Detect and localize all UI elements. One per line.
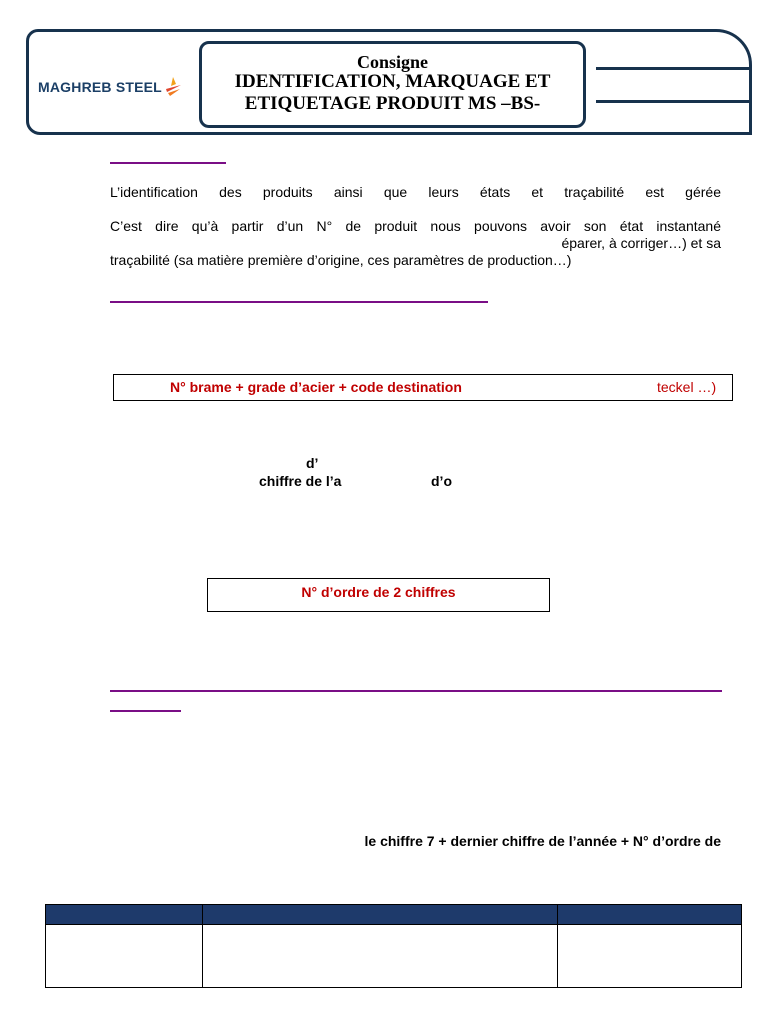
- table-column-divider: [202, 905, 203, 987]
- text-fragment: d’: [306, 455, 319, 471]
- paragraph-line-3: traçabilité (sa matière première d’origine, ces paramètres de production…): [110, 252, 572, 268]
- data-table: [45, 904, 742, 988]
- section-heading-rule: [110, 301, 488, 303]
- text-fragment: d’o: [431, 473, 452, 489]
- company-logo: [38, 72, 182, 102]
- section-heading-rule: [110, 162, 226, 164]
- section-heading-rule: [110, 710, 181, 712]
- table-header-row: [46, 905, 741, 924]
- document-title-box: [199, 41, 586, 128]
- composition-note: teckel …): [657, 379, 717, 395]
- table-column-divider: [557, 905, 558, 987]
- paragraph-line-2: éparer, à corriger…) et sa: [561, 235, 721, 251]
- logo-text: MAGHREB STEEL: [38, 79, 162, 95]
- header-field-line-2: [596, 100, 752, 103]
- flame-mark-icon: [164, 76, 182, 98]
- document-title-line1: IDENTIFICATION, MARQUAGE ET: [234, 71, 551, 92]
- text-fragment: chiffre de l’a: [259, 473, 342, 489]
- header-field-line-1: [596, 67, 752, 70]
- paragraph-identification: L’identification des produits ainsi que leurs états et traçabilité est gérée: [110, 184, 721, 200]
- document-title-line2: ETIQUETAGE PRODUIT MS –BS-: [244, 93, 541, 114]
- table-divider: [46, 924, 741, 925]
- paragraph-line-1: C’est dire qu’à partir d’un N° de produit nous pouvons avoir son état instantané: [110, 218, 721, 234]
- order-number-text: N° d’ordre de 2 chiffres: [301, 584, 456, 600]
- document-type: Consigne: [356, 52, 428, 72]
- composition-formula: N° brame + grade d’acier + code destination: [170, 379, 462, 395]
- section-heading-rule: [110, 690, 722, 692]
- numbering-formula: le chiffre 7 + dernier chiffre de l’année + N° d’ordre de: [364, 833, 721, 849]
